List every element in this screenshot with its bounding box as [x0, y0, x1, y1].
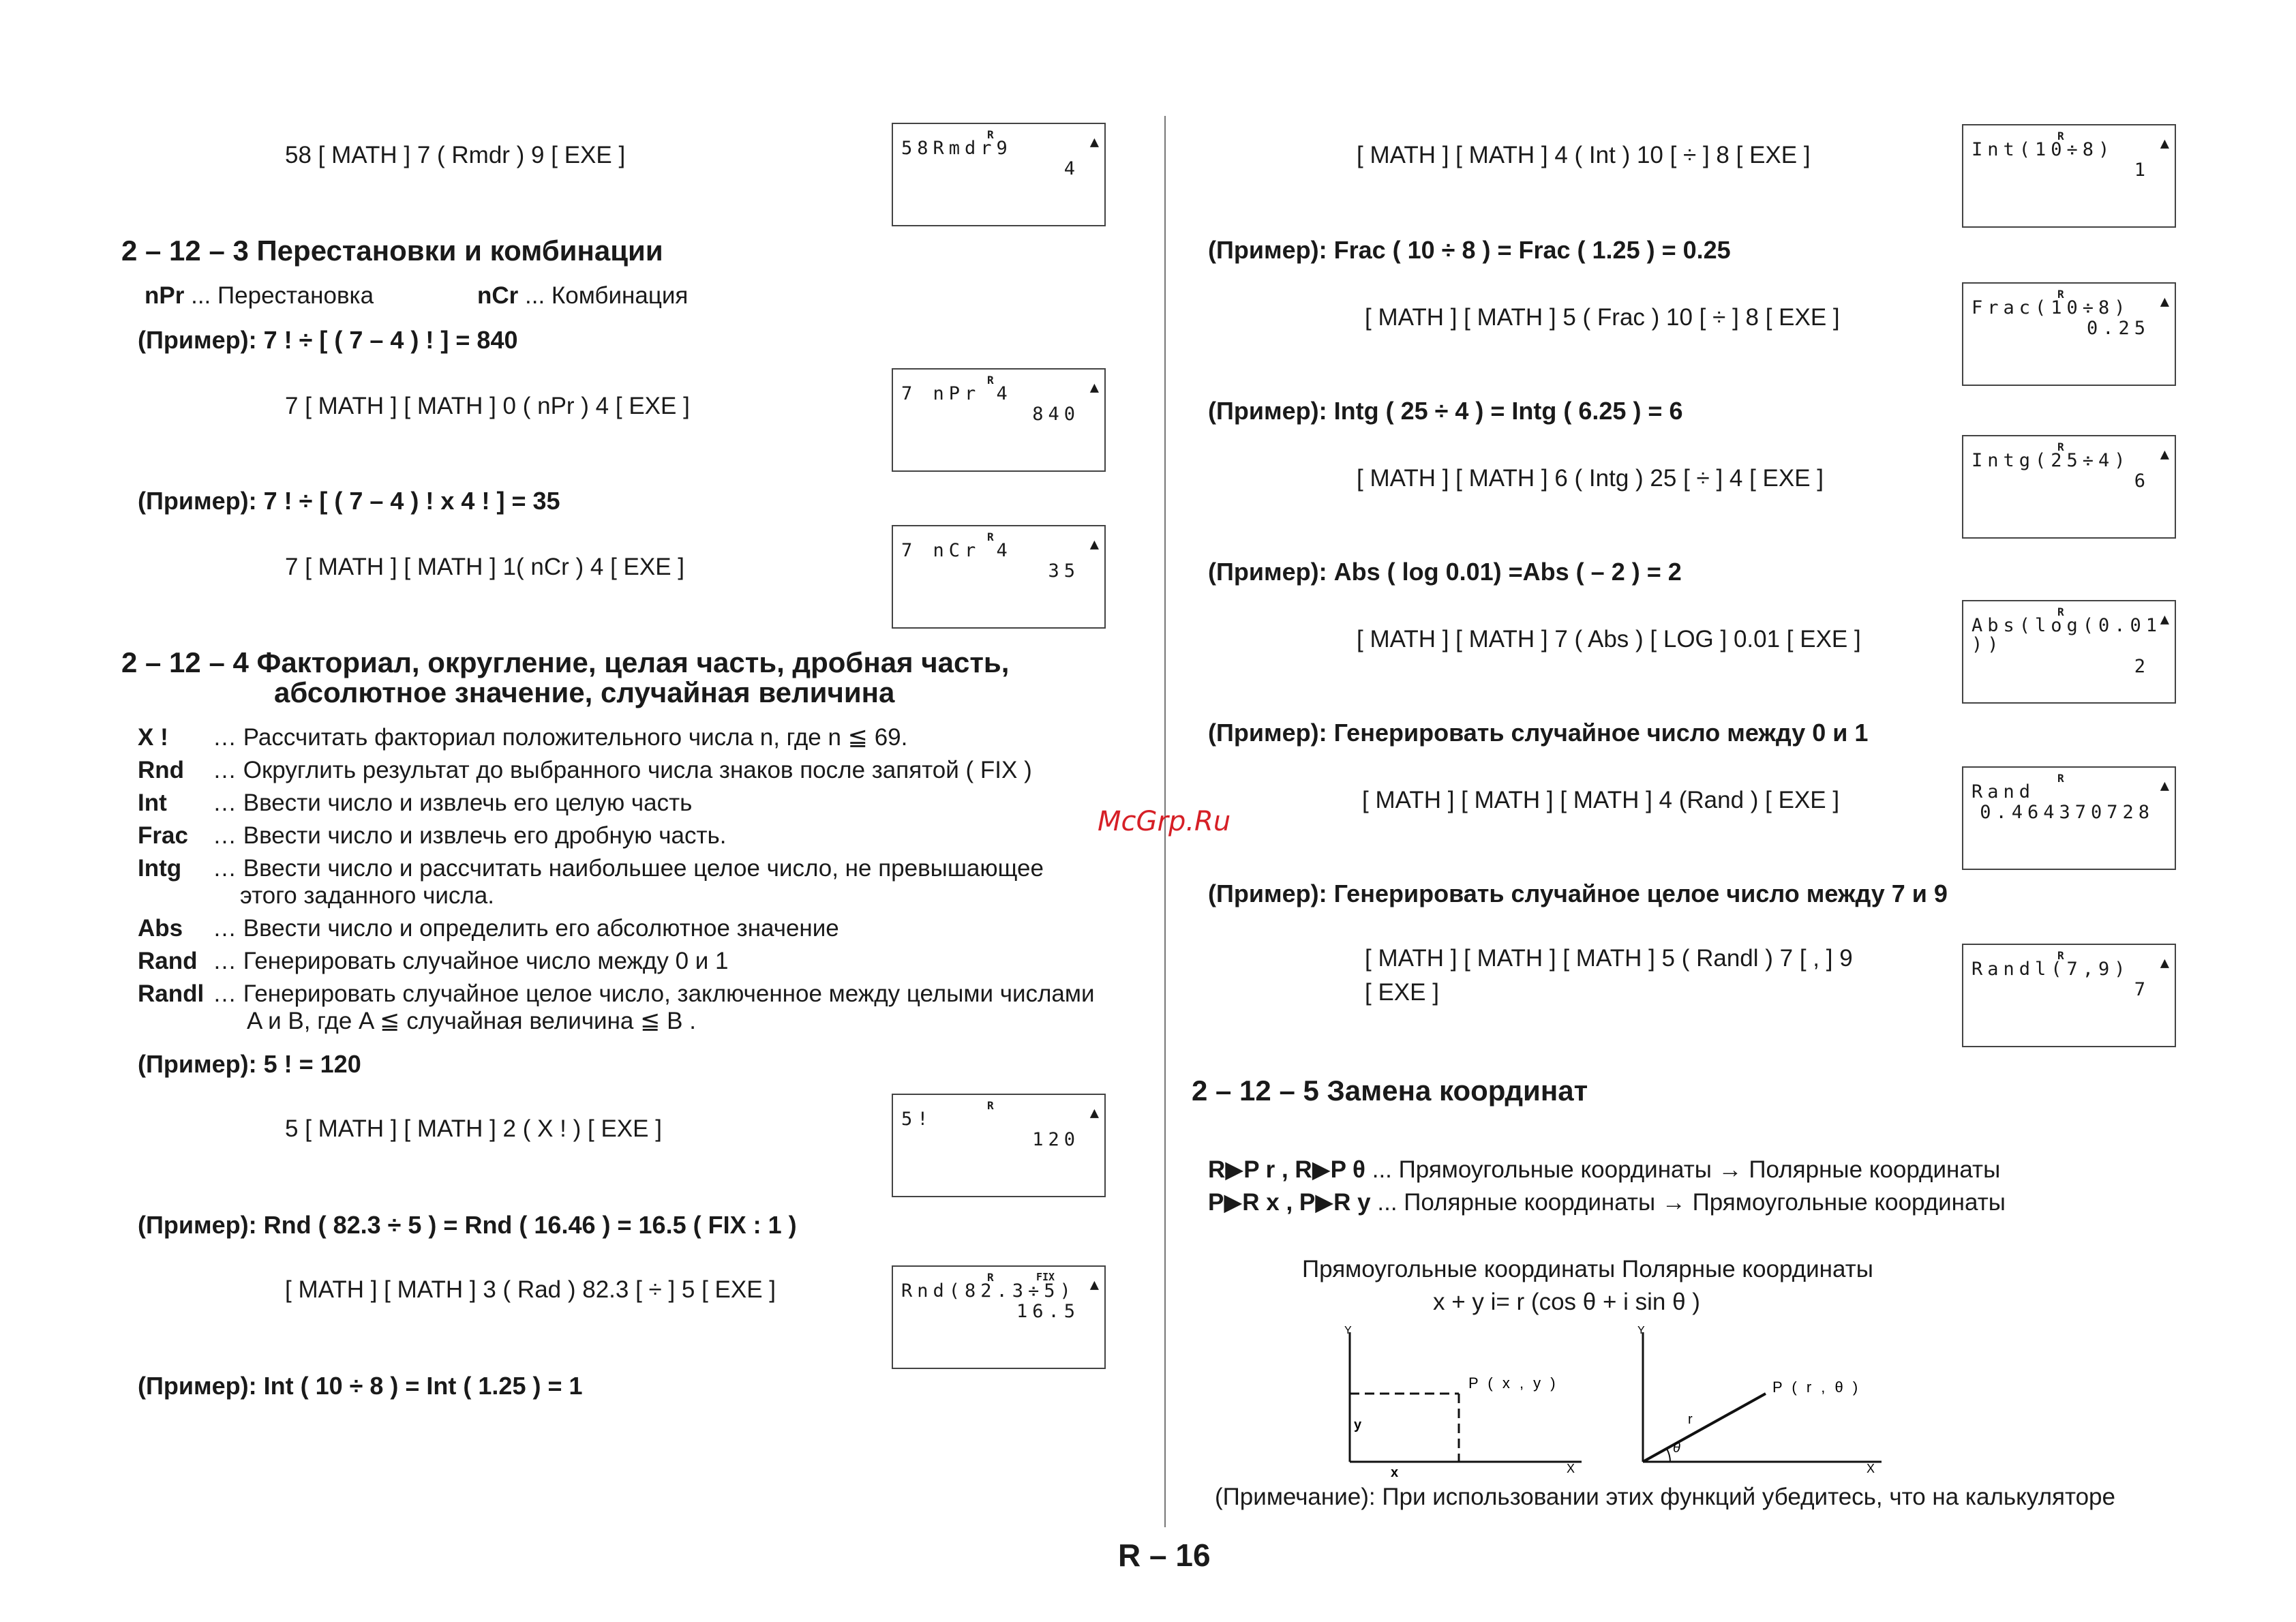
point-label: P ( r , θ ): [1772, 1379, 1861, 1396]
npr-desc: ... Перестановка: [191, 282, 374, 309]
example-abs: (Пример): Abs ( log 0.01) =Abs ( – 2 ) = 2: [1208, 558, 1682, 586]
angle-arc: [1667, 1449, 1670, 1462]
scroll-up-icon: ▲: [2160, 777, 2169, 794]
conversion-polar-to-rect: [1208, 1189, 2006, 1216]
def-text: … Ввести число и определить его абсолютное значение: [213, 915, 839, 942]
conversion-text: ... Прямоугольные координаты → Полярные координаты: [1372, 1156, 2001, 1183]
conversion-rect-to-polar: [1208, 1156, 2000, 1184]
x-value-label: x: [1391, 1465, 1399, 1480]
lcd-ncr: [892, 525, 1106, 629]
lcd-output: 4: [1063, 158, 1080, 179]
scroll-up-icon: ▲: [2160, 446, 2169, 463]
lcd-output: 7: [2134, 979, 2150, 1000]
axis-x-label: X: [1567, 1462, 1575, 1475]
ncr-desc: ... Комбинация: [525, 282, 689, 309]
def-text: … Рассчитать факториал положительного числа n, где n ≦ 69.: [213, 724, 908, 751]
scroll-up-icon: ▲: [2160, 135, 2169, 152]
lcd-r-flag: R: [2057, 288, 2064, 301]
lcd-r-flag: R: [2057, 772, 2064, 785]
def-text-cont: A и B, где A ≦ случайная величина ≦ B .: [247, 1008, 696, 1034]
conversion-text: ... Полярные координаты → Прямоугольные координаты: [1377, 1189, 2006, 1216]
lcd-r-flag: R: [2057, 949, 2064, 962]
lcd-input-line2: )): [1972, 634, 2004, 655]
radius-vector: [1643, 1394, 1766, 1462]
lcd-r-flag: R: [987, 1271, 994, 1284]
example-factorial: (Пример): 5 ! = 120: [138, 1050, 361, 1078]
def-key: Abs: [138, 915, 183, 942]
conversion-key: R▶P r , R▶P θ: [1208, 1156, 1365, 1183]
ncr-definition: [477, 282, 688, 310]
conversion-key: P▶R x , P▶R y: [1208, 1189, 1371, 1216]
lcd-rnd: [892, 1265, 1106, 1369]
lcd-output: 120: [1032, 1129, 1080, 1150]
lcd-input: 7 nCr 4: [901, 540, 1012, 561]
lcd-r-flag: R: [987, 128, 994, 141]
rmdr-keystrokes: 58 [ MATH ] 7 ( Rmdr ) 9 [ EXE ]: [285, 142, 626, 168]
lcd-npr: [892, 368, 1106, 472]
def-text: … Ввести число и извлечь его целую часть: [213, 790, 693, 816]
frac-keystrokes: [ MATH ] [ MATH ] 5 ( Frac ) 10 [ ÷ ] 8 [ EXE ]: [1365, 304, 1840, 331]
def-key: Frac: [138, 822, 188, 849]
scroll-up-icon: ▲: [2160, 611, 2169, 628]
scroll-up-icon: ▲: [1089, 379, 1099, 396]
scroll-up-icon: ▲: [1089, 134, 1099, 151]
example-npr: (Пример): 7 ! ÷ [ ( 7 – 4 ) ! ] = 840: [138, 326, 518, 354]
def-text-cont: этого заданного числа.: [240, 882, 494, 909]
diagram-formula: x + y i= r (cos θ + i sin θ ): [1433, 1289, 1700, 1315]
lcd-output: 0.25: [2086, 318, 2150, 339]
lcd-input: Int(10÷8): [1972, 139, 2115, 160]
example-ncr: (Пример): 7 ! ÷ [ ( 7 – 4 ) ! x 4 ! ] = 35: [138, 487, 560, 515]
example-int: (Пример): Int ( 10 ÷ 8 ) = Int ( 1.25 ) = 1: [138, 1372, 583, 1400]
lcd-output: 6: [2134, 470, 2150, 492]
npr-label: nPr: [145, 282, 185, 309]
lcd-r-flag: R: [2057, 130, 2064, 142]
lcd-int: [1962, 124, 2176, 228]
lcd-rand: [1962, 766, 2176, 870]
theta-label: θ: [1673, 1441, 1680, 1456]
ncr-label: nCr: [477, 282, 519, 309]
scroll-up-icon: ▲: [1089, 1276, 1099, 1293]
lcd-frac: [1962, 282, 2176, 386]
rectangular-coordinates-diagram: [1329, 1325, 1588, 1482]
lcd-input: Frac(10÷8): [1972, 297, 2130, 318]
lcd-r-flag: R: [987, 530, 994, 543]
lcd-intg: [1962, 435, 2176, 539]
y-value-label: y: [1354, 1417, 1362, 1432]
scroll-up-icon: ▲: [1089, 1105, 1099, 1122]
lcd-input: Randl(7,9): [1972, 959, 2130, 980]
intg-keystrokes: [ MATH ] [ MATH ] 6 ( Intg ) 25 [ ÷ ] 4 [ EXE ]: [1357, 465, 1824, 492]
def-key: Int: [138, 790, 167, 816]
npr-keystrokes: 7 [ MATH ] [ MATH ] 0 ( nPr ) 4 [ EXE ]: [285, 393, 690, 419]
example-rnd: (Пример): Rnd ( 82.3 ÷ 5 ) = Rnd ( 16.46 ) = 16.5 ( FIX : 1 ): [138, 1211, 797, 1239]
ncr-keystrokes: 7 [ MATH ] [ MATH ] 1( nCr ) 4 [ EXE ]: [285, 554, 685, 580]
axis-x-label: X: [1867, 1462, 1875, 1475]
lcd-output: 35: [1048, 560, 1080, 582]
lcd-r-flag: R: [987, 1099, 994, 1112]
example-intg: (Пример): Intg ( 25 ÷ 4 ) = Intg ( 6.25 ) = 6: [1208, 397, 1683, 425]
section-2-12-4-title-line1: 2 – 12 – 4 Факториал, округление, целая часть, дробная часть,: [121, 646, 1010, 678]
example-frac: (Пример): Frac ( 10 ÷ 8 ) = Frac ( 1.25 ) = 0.25: [1208, 236, 1731, 264]
scroll-up-icon: ▲: [1089, 536, 1099, 553]
lcd-input: Intg(25÷4): [1972, 450, 2130, 471]
def-text: … Округлить результат до выбранного числа знаков после запятой ( FIX ): [213, 757, 1032, 783]
def-text: … Генерировать случайное целое число, заключенное между целыми числами: [213, 980, 1095, 1007]
lcd-output: 0.464370728: [1980, 802, 2154, 823]
def-text: … Генерировать случайное число между 0 и 1: [213, 948, 729, 974]
lcd-output: 840: [1032, 404, 1080, 425]
point-label: P ( x , y ): [1468, 1375, 1558, 1392]
section-2-12-3-title: 2 – 12 – 3 Перестановки и комбинации: [121, 235, 663, 267]
example-randl: (Пример): Генерировать случайное целое число между 7 и 9: [1208, 880, 1948, 907]
rnd-keystrokes: [ MATH ] [ MATH ] 3 ( Rad ) 82.3 [ ÷ ] 5 [ EXE ]: [285, 1276, 776, 1303]
axis-y-label: Y: [1344, 1325, 1352, 1336]
def-key: Intg: [138, 855, 182, 882]
lcd-input: 5!: [901, 1109, 933, 1130]
note-text: (Примечание): При использовании этих функций убедитесь, что на калькуляторе: [1215, 1484, 2115, 1510]
lcd-input: 7 nPr 4: [901, 383, 1012, 404]
polar-coordinates-diagram: [1622, 1325, 1895, 1482]
diagram-caption: Прямоугольные координаты Полярные координаты: [1302, 1256, 1873, 1282]
page-number: R – 16: [1118, 1537, 1211, 1573]
lcd-randl: [1962, 944, 2176, 1047]
lcd-r-flag: R: [2057, 440, 2064, 453]
section-2-12-5-title: 2 – 12 – 5 Замена координат: [1192, 1075, 1588, 1107]
lcd-output: 1: [2134, 160, 2150, 181]
def-key: Randl: [138, 980, 205, 1007]
lcd-factorial: [892, 1094, 1106, 1197]
int-keystrokes: [ MATH ] [ MATH ] 4 ( Int ) 10 [ ÷ ] 8 [ EXE ]: [1357, 142, 1811, 168]
lcd-input: Abs(log(0.01: [1972, 615, 2162, 636]
lcd-input: 58Rmdr9: [901, 138, 1012, 159]
lcd-input: Rnd(82.3÷5): [901, 1280, 1076, 1302]
def-key: Rnd: [138, 757, 185, 783]
lcd-output: 16.5: [1016, 1301, 1080, 1322]
lcd-r-flag: R: [987, 374, 994, 387]
section-2-12-4-title-line2: абсолютное значение, случайная величина: [274, 676, 895, 708]
lcd-input: Rand: [1972, 781, 2036, 802]
def-text: … Ввести число и рассчитать наибольшее целое число, не превышающее: [213, 855, 1044, 882]
factorial-keystrokes: 5 [ MATH ] [ MATH ] 2 ( X ! ) [ EXE ]: [285, 1115, 662, 1142]
scroll-up-icon: ▲: [2160, 293, 2169, 310]
axis-y-label: Y: [1637, 1325, 1645, 1336]
def-key: Rand: [138, 948, 198, 974]
randl-keystrokes-line1: [ MATH ] [ MATH ] [ MATH ] 5 ( Randl ) 7 [ , ] 9: [1365, 945, 1853, 972]
lcd-fix-flag: FIX: [1036, 1271, 1055, 1283]
watermark: McGrp.Ru: [1098, 806, 1231, 837]
lcd-r-flag: R: [2057, 605, 2064, 618]
lcd-abs: [1962, 600, 2176, 704]
npr-definition: [145, 282, 374, 310]
example-rand: (Пример): Генерировать случайное число между 0 и 1: [1208, 719, 1869, 747]
def-key: X !: [138, 724, 168, 751]
lcd-rmdr: [892, 123, 1106, 226]
lcd-output: 2: [2134, 656, 2150, 677]
radius-label: r: [1688, 1412, 1693, 1427]
randl-keystrokes-line2: [ EXE ]: [1365, 979, 1439, 1006]
def-text: … Ввести число и извлечь его дробную часть.: [213, 822, 727, 849]
rand-keystrokes: [ MATH ] [ MATH ] [ MATH ] 4 (Rand ) [ EXE ]: [1362, 787, 1840, 813]
abs-keystrokes: [ MATH ] [ MATH ] 7 ( Abs ) [ LOG ] 0.01 [ EXE ]: [1357, 626, 1861, 652]
scroll-up-icon: ▲: [2160, 955, 2169, 972]
